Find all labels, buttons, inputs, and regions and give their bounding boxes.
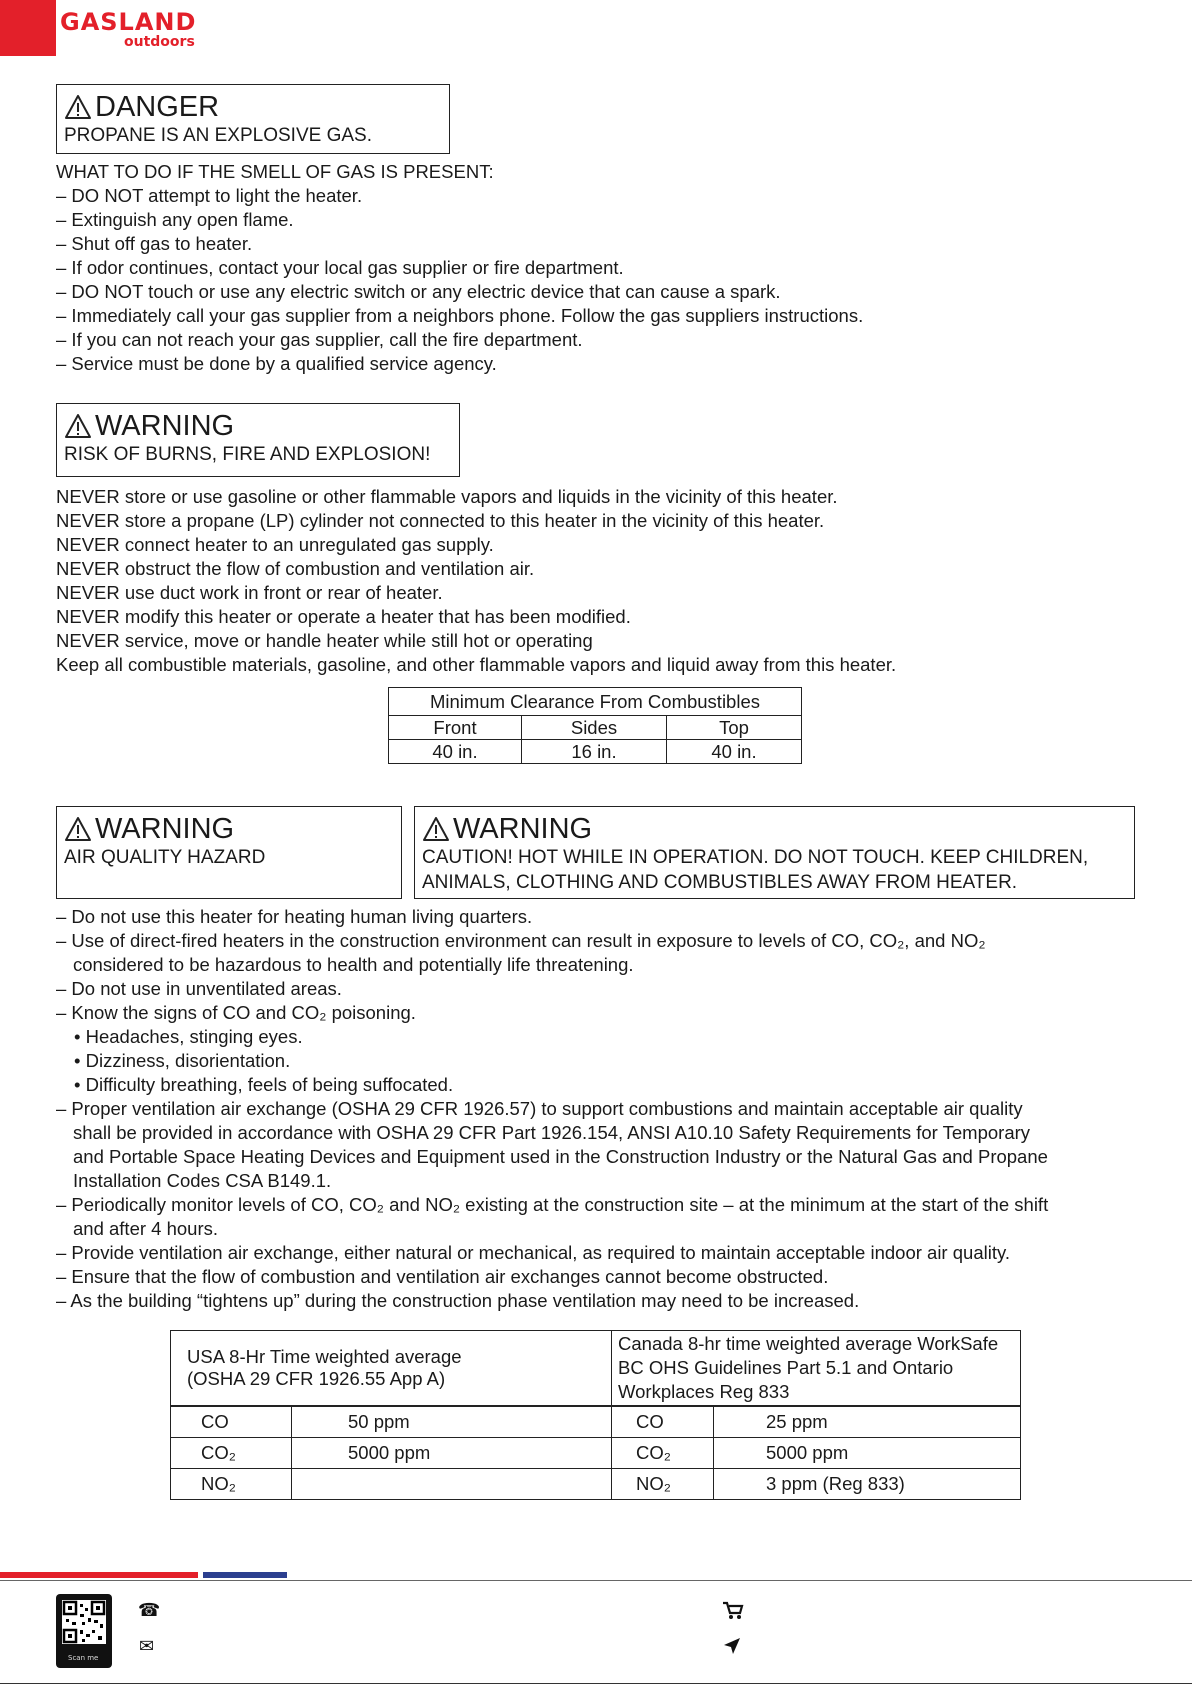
bullet-item: • Difficulty breathing, feels of being suffocated. (74, 1074, 454, 1095)
qr-pattern (62, 1600, 106, 1644)
table-header: Top (667, 716, 802, 740)
list-item: – Do not use this heater for heating human living quarters. (56, 906, 533, 927)
list-item: NEVER use duct work in front or rear of heater. (56, 582, 443, 603)
warning-subtitle: RISK OF BURNS, FIRE AND EXPLOSION! (64, 444, 431, 465)
warning-triangle-icon (64, 94, 92, 120)
canada-header-line: Workplaces Reg 833 (618, 1381, 790, 1402)
gas-cell: NO₂ (171, 1469, 292, 1500)
qr-icon (62, 1600, 106, 1644)
table-cell: 40 in. (667, 740, 802, 764)
gas-cell: NO₂ (612, 1469, 714, 1500)
usa-header-line: USA 8-Hr Time weighted average (187, 1346, 462, 1367)
never-list (56, 485, 896, 677)
footer-blue-bar (203, 1572, 287, 1578)
footer-divider (0, 1580, 1192, 1581)
mail-icon: ✉ (139, 1636, 155, 1657)
clearance-table-title: Minimum Clearance From Combustibles (389, 688, 802, 716)
list-item: and Portable Space Heating Devices and Equipment used in the Construction Industry or the Natural Gas and Propane (73, 1146, 1048, 1167)
air-quality-list (56, 905, 1048, 1313)
list-item: – Proper ventilation air exchange (OSHA 29 CFR 1926.57) to support combustions and maintain acceptable air quality (56, 1098, 1023, 1119)
list-item: NEVER store a propane (LP) cylinder not connected to this heater in the vicinity of this heater. (56, 510, 825, 531)
warning-box-burns (56, 403, 460, 477)
usa-header (171, 1331, 612, 1407)
list-item: NEVER modify this heater or operate a heater that has been modified. (56, 606, 631, 627)
list-item: Installation Codes CSA B149.1. (73, 1170, 332, 1191)
danger-subtitle: PROPANE IS AN EXPLOSIVE GAS. (64, 125, 372, 146)
clearance-table (388, 687, 802, 764)
danger-box (56, 84, 450, 154)
warning-box-air-quality (56, 806, 402, 899)
table-header: Front (389, 716, 522, 740)
gas-cell: CO₂ (171, 1438, 292, 1469)
list-item: Keep all combustible materials, gasoline, and other flammable vapors and liquid away from this heater. (56, 654, 897, 675)
list-item: NEVER obstruct the flow of combustion and ventilation air. (56, 558, 535, 579)
table-cell: 40 in. (389, 740, 522, 764)
table-row (171, 1438, 1021, 1469)
warning-line: CAUTION! HOT WHILE IN OPERATION. DO NOT TOUCH. KEEP CHILDREN, (422, 847, 1089, 868)
list-item: – As the building “tightens up” during the construction phase ventilation may need to be increased. (56, 1290, 860, 1311)
warning-line: ANIMALS, CLOTHING AND COMBUSTIBLES AWAY FROM HEATER. (422, 872, 1018, 893)
table-header: Sides (522, 716, 667, 740)
list-item: – Use of direct-fired heaters in the construction environment can result in exposure to levels of CO, CO₂, and NO₂ (56, 930, 986, 951)
logo-main-text: GASLAND (60, 8, 197, 36)
canada-value-cell: 3 ppm (Reg 833) (714, 1469, 1021, 1500)
usa-value-cell (292, 1469, 612, 1500)
canada-value-cell: 25 ppm (714, 1406, 1021, 1438)
warning-triangle-icon (64, 816, 92, 842)
list-item: NEVER connect heater to an unregulated gas supply. (56, 534, 494, 555)
list-item: – Extinguish any open flame. (56, 209, 294, 230)
canada-header (612, 1331, 1021, 1407)
warning-subtitle: AIR QUALITY HAZARD (64, 847, 266, 868)
list-item: NEVER service, move or handle heater while still hot or operating (56, 630, 593, 651)
warning-title: WARNING (453, 813, 593, 845)
brand-logo (60, 10, 196, 49)
list-item: – Provide ventilation air exchange, either natural or mechanical, as required to maintain acceptable indoor air quality. (56, 1242, 1010, 1263)
warning-triangle-icon (64, 413, 92, 439)
warning-title: WARNING (95, 813, 235, 845)
logo-sub-text: outdoors (124, 34, 195, 50)
usa-value-cell: 5000 ppm (292, 1438, 612, 1469)
bullet-item: • Headaches, stinging eyes. (74, 1026, 303, 1047)
warning-box-hot (414, 806, 1135, 899)
canada-header-line: BC OHS Guidelines Part 5.1 and Ontario (618, 1357, 954, 1378)
qr-caption: Scan me (68, 1654, 99, 1662)
list-item: – If odor continues, contact your local gas supplier or fire department. (56, 257, 624, 278)
canada-header-line: Canada 8-hr time weighted average WorkSafe (618, 1333, 999, 1354)
list-item: – Immediately call your gas supplier from a neighbors phone. Follow the gas suppliers instructions. (56, 305, 864, 326)
usa-header-line: (OSHA 29 CFR 1926.55 App A) (187, 1368, 446, 1389)
header-red-tab (0, 0, 56, 56)
usa-value-cell: 50 ppm (292, 1406, 612, 1438)
list-item: – Ensure that the flow of combustion and ventilation air exchanges cannot become obstructed. (56, 1266, 829, 1287)
warning-triangle-icon (422, 816, 450, 842)
list-item: – Shut off gas to heater. (56, 233, 253, 254)
gas-smell-heading: WHAT TO DO IF THE SMELL OF GAS IS PRESENT: (56, 161, 494, 182)
phone-icon: ☎ (138, 1600, 161, 1621)
gas-cell: CO (612, 1406, 714, 1438)
bullet-item: • Dizziness, disorientation. (74, 1050, 291, 1071)
list-item: – DO NOT attempt to light the heater. (56, 185, 363, 206)
gas-smell-section (56, 160, 863, 376)
list-item: – Do not use in unventilated areas. (56, 978, 342, 999)
warning-title: WARNING (95, 410, 235, 442)
list-item: and after 4 hours. (73, 1218, 219, 1239)
footer-red-bar (0, 1572, 198, 1578)
list-item: – Service must be done by a qualified service agency. (56, 353, 497, 374)
table-row (171, 1406, 1021, 1438)
qr-code[interactable] (56, 1594, 112, 1668)
list-item: – Know the signs of CO and CO₂ poisoning. (56, 1002, 416, 1023)
exposure-limits-table (170, 1330, 1021, 1500)
table-row (171, 1469, 1021, 1500)
list-item: – If you can not reach your gas supplier, call the fire department. (56, 329, 583, 350)
list-item: considered to be hazardous to health and potentially life threatening. (73, 954, 634, 975)
table-cell: 16 in. (522, 740, 667, 764)
cart-icon (722, 1600, 744, 1625)
location-arrow-icon (722, 1636, 742, 1661)
list-item: NEVER store or use gasoline or other flammable vapors and liquids in the vicinity of this heater. (56, 486, 838, 507)
canada-value-cell: 5000 ppm (714, 1438, 1021, 1469)
list-item: – Periodically monitor levels of CO, CO₂ and NO₂ existing at the construction site – at the minimum at the start of the shift (56, 1194, 1049, 1215)
list-item: – DO NOT touch or use any electric switch or any electric device that can cause a spark. (56, 281, 781, 302)
bottom-divider (0, 1683, 1192, 1684)
gas-cell: CO (171, 1406, 292, 1438)
danger-title: DANGER (95, 91, 220, 123)
list-item: shall be provided in accordance with OSHA 29 CFR Part 1926.154, ANSI A10.10 Safety Requirements for Temporary (73, 1122, 1031, 1143)
gas-cell: CO₂ (612, 1438, 714, 1469)
